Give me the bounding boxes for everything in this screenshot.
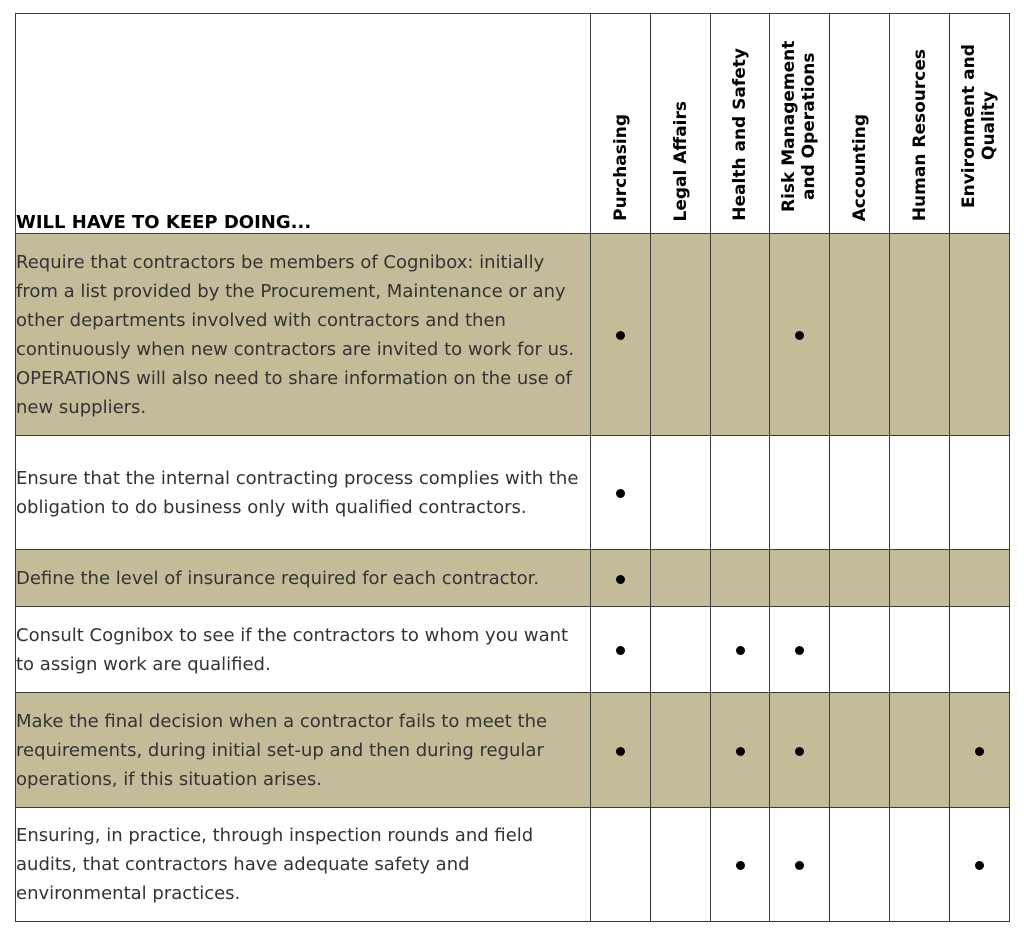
responsibility-cell bbox=[711, 693, 770, 808]
bullet-dot-icon bbox=[616, 575, 625, 584]
bullet-dot-icon bbox=[795, 747, 804, 756]
task-description: Require that contractors be members of Cognibox: initially from a list provided by the Procurement, Maintenance or any other departments involved with contractors and then continuously when new contractors are invited to work for us. OPERATIONS will also need to share information on the use of new suppliers. bbox=[16, 234, 591, 436]
table-row bbox=[16, 693, 1010, 808]
responsibility-cell bbox=[770, 693, 830, 808]
responsibility-cell bbox=[591, 808, 651, 922]
bullet-dot-icon bbox=[736, 747, 745, 756]
responsibility-cell bbox=[830, 607, 890, 693]
responsibility-cell bbox=[830, 436, 890, 550]
responsibility-cell bbox=[830, 693, 890, 808]
column-header-human-resources bbox=[890, 14, 950, 234]
responsibility-cell bbox=[591, 693, 651, 808]
table-row bbox=[16, 234, 1010, 436]
responsibility-cell bbox=[950, 234, 1010, 436]
responsibility-cell bbox=[950, 607, 1010, 693]
responsibility-cell bbox=[950, 693, 1010, 808]
matrix-body bbox=[16, 234, 1010, 922]
responsibility-cell bbox=[651, 693, 711, 808]
responsibility-cell bbox=[711, 234, 770, 436]
task-description: Ensure that the internal contracting process complies with the obligation to do business only with qualified contractors. bbox=[16, 436, 591, 550]
responsibility-cell bbox=[651, 808, 711, 922]
header-row bbox=[16, 14, 1010, 234]
table-title: WILL HAVE TO KEEP DOING... bbox=[16, 14, 591, 234]
responsibility-cell bbox=[890, 693, 950, 808]
responsibility-cell bbox=[591, 550, 651, 607]
responsibility-cell bbox=[651, 550, 711, 607]
responsibility-cell bbox=[830, 808, 890, 922]
column-header-label: Environment and Quality bbox=[958, 44, 999, 208]
column-header-label: Health and Safety bbox=[730, 48, 750, 221]
column-header-label: Accounting bbox=[849, 113, 870, 221]
responsibility-cell bbox=[651, 607, 711, 693]
responsibility-matrix bbox=[15, 13, 1010, 922]
bullet-dot-icon bbox=[616, 646, 625, 655]
responsibility-cell bbox=[711, 607, 770, 693]
table-row bbox=[16, 808, 1010, 922]
bullet-dot-icon bbox=[975, 747, 984, 756]
responsibility-cell bbox=[770, 550, 830, 607]
column-header-environment-and-quality bbox=[950, 14, 1010, 234]
responsibility-cell bbox=[950, 436, 1010, 550]
bullet-dot-icon bbox=[795, 646, 804, 655]
table-row bbox=[16, 550, 1010, 607]
responsibility-cell bbox=[591, 234, 651, 436]
column-header-label: Legal Affairs bbox=[670, 100, 691, 221]
bullet-dot-icon bbox=[795, 331, 804, 340]
responsibility-cell bbox=[651, 436, 711, 550]
responsibility-cell bbox=[890, 234, 950, 436]
responsibility-cell bbox=[770, 436, 830, 550]
column-header-legal-affairs bbox=[651, 14, 711, 234]
responsibility-cell bbox=[770, 234, 830, 436]
column-header-risk-management bbox=[770, 14, 830, 234]
task-description: Consult Cognibox to see if the contractors to whom you want to assign work are qualified. bbox=[16, 607, 591, 693]
column-header-label: Purchasing bbox=[610, 114, 631, 221]
responsibility-cell bbox=[591, 607, 651, 693]
responsibility-cell bbox=[890, 808, 950, 922]
bullet-dot-icon bbox=[616, 747, 625, 756]
responsibility-cell bbox=[830, 234, 890, 436]
responsibility-cell bbox=[711, 808, 770, 922]
responsibility-cell bbox=[890, 550, 950, 607]
responsibility-cell bbox=[890, 436, 950, 550]
column-header-label: Risk Management and Operations bbox=[778, 40, 819, 212]
column-header-label: Human Resources bbox=[909, 48, 930, 221]
table-row bbox=[16, 436, 1010, 550]
responsibility-cell bbox=[711, 550, 770, 607]
task-description: Define the level of insurance required for each contractor. bbox=[16, 550, 591, 607]
responsibility-cell bbox=[950, 808, 1010, 922]
bullet-dot-icon bbox=[736, 861, 745, 870]
bullet-dot-icon bbox=[616, 489, 625, 498]
responsibility-cell bbox=[711, 436, 770, 550]
responsibility-cell bbox=[830, 550, 890, 607]
responsibility-cell bbox=[890, 607, 950, 693]
responsibility-cell bbox=[770, 808, 830, 922]
bullet-dot-icon bbox=[975, 861, 984, 870]
column-header-health-and-safety bbox=[711, 14, 770, 234]
responsibility-cell bbox=[591, 436, 651, 550]
responsibility-cell bbox=[651, 234, 711, 436]
table-row bbox=[16, 607, 1010, 693]
bullet-dot-icon bbox=[795, 861, 804, 870]
responsibility-cell bbox=[950, 550, 1010, 607]
responsibility-cell bbox=[770, 607, 830, 693]
task-description: Ensuring, in practice, through inspection rounds and field audits, that contractors have adequate safety and environmental practices. bbox=[16, 808, 591, 922]
bullet-dot-icon bbox=[616, 331, 625, 340]
column-header-purchasing bbox=[591, 14, 651, 234]
bullet-dot-icon bbox=[736, 646, 745, 655]
task-description: Make the final decision when a contractor fails to meet the requirements, during initial set-up and then during regular operations, if this situation arises. bbox=[16, 693, 591, 808]
column-header-accounting bbox=[830, 14, 890, 234]
